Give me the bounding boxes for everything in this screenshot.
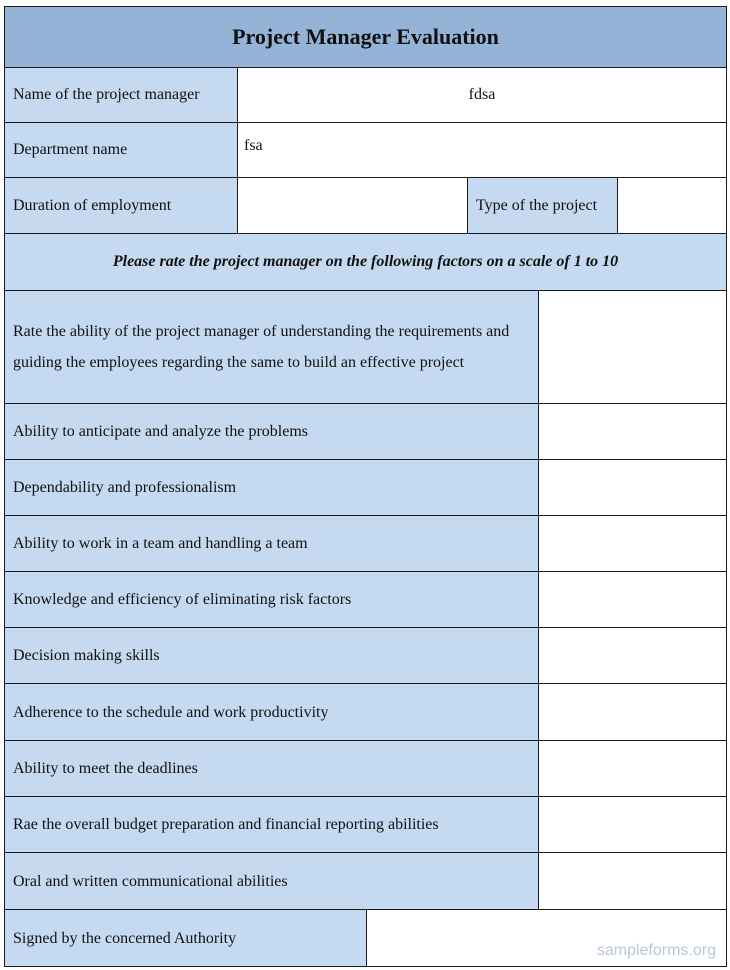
question-8: Ability to meet the deadlines xyxy=(4,740,539,797)
rating-field-10[interactable] xyxy=(538,852,727,910)
department-field[interactable]: fsa xyxy=(237,122,727,178)
rating-field-9[interactable] xyxy=(538,796,727,853)
rating-field-8[interactable] xyxy=(538,740,727,797)
rating-field-7[interactable] xyxy=(538,683,727,741)
manager-name-label: Name of the project manager xyxy=(4,67,238,123)
duration-field[interactable] xyxy=(237,177,468,234)
form-title: Project Manager Evaluation xyxy=(4,6,727,68)
rating-field-3[interactable] xyxy=(538,459,727,516)
question-7: Adherence to the schedule and work productivity xyxy=(4,683,539,741)
rating-field-6[interactable] xyxy=(538,627,727,684)
question-2: Ability to anticipate and analyze the problems xyxy=(4,403,539,460)
rating-field-2[interactable] xyxy=(538,403,727,460)
question-5: Knowledge and efficiency of eliminating risk factors xyxy=(4,571,539,628)
department-label: Department name xyxy=(4,122,238,178)
project-type-label: Type of the project xyxy=(467,177,618,234)
rating-field-1[interactable] xyxy=(538,290,727,404)
rating-field-4[interactable] xyxy=(538,515,727,572)
question-9: Rae the overall budget preparation and financial reporting abilities xyxy=(4,796,539,853)
question-3: Dependability and professionalism xyxy=(4,459,539,516)
question-10: Oral and written communicational abilities xyxy=(4,852,539,910)
rating-instruction: Please rate the project manager on the following factors on a scale of 1 to 10 xyxy=(4,233,727,291)
rating-field-5[interactable] xyxy=(538,571,727,628)
manager-name-field[interactable]: fdsa xyxy=(237,67,727,123)
project-type-field[interactable] xyxy=(617,177,727,234)
question-6: Decision making skills xyxy=(4,627,539,684)
signature-label: Signed by the concerned Authority xyxy=(4,909,367,967)
duration-label: Duration of employment xyxy=(4,177,238,234)
question-4: Ability to work in a team and handling a team xyxy=(4,515,539,572)
question-1: Rate the ability of the project manager of understanding the requirements and guiding the employees regarding the same to build an effective project xyxy=(4,290,539,404)
watermark: sampleforms.org xyxy=(596,942,716,959)
